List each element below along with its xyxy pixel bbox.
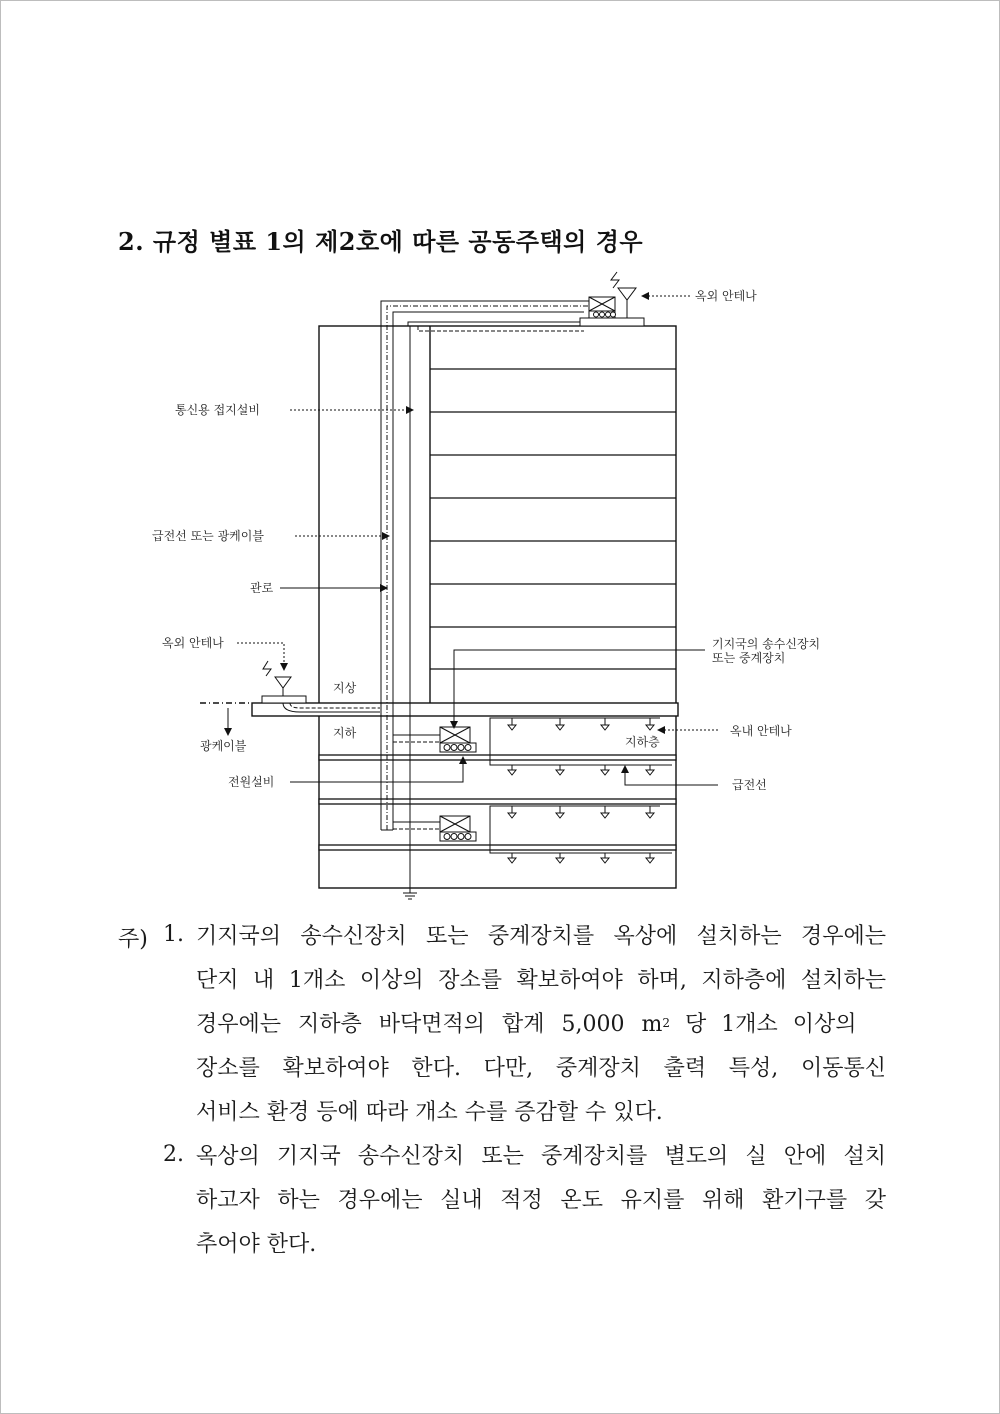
note-line: 옥상의 기지국 송수신장치 또는 중계장치를 별도의 실 안에 설치 (196, 1144, 886, 1169)
label-base-station-line1: 기지국의 송수신장치 (712, 637, 821, 651)
superscript: 2 (662, 1016, 670, 1030)
label-optical-cable: 광케이블 (200, 739, 247, 753)
rooftop-equipment (580, 272, 644, 326)
label-conduit: 관로 (250, 581, 274, 595)
note-line: 추어야 한다. (196, 1232, 317, 1257)
note-text: 경우에는 지하층 바닥면적의 합계 5,000 m (196, 1012, 663, 1037)
note-line: 장소를 확보하여야 한다. 다만, 중계장치 출력 특성, 이동통신 (196, 1056, 886, 1081)
note-line: 서비스 환경 등에 따라 개소 수를 증감할 수 있다. (196, 1100, 663, 1125)
note-text: 당 1개소 이상의 (669, 1012, 857, 1037)
label-indoor-antenna: 옥내 안테나 (730, 724, 792, 738)
label-basement-floor: 지하층 (625, 735, 660, 749)
label-feeder: 급전선 (732, 778, 767, 792)
basement-slabs (319, 755, 676, 850)
basement-equipment-2 (440, 816, 476, 841)
label-base-station-line2: 또는 중계장치 (712, 651, 786, 665)
notes-prefix: 주) (118, 927, 148, 952)
note-line: 하고자 하는 경우에는 실내 적정 온도 유지를 위해 환기구를 갖 (196, 1188, 886, 1213)
label-above-ground: 지상 (333, 681, 357, 695)
note-line: 기지국의 송수신장치 또는 중계장치를 옥상에 설치하는 경우에는 (196, 924, 886, 949)
label-below-ground: 지하 (333, 726, 357, 740)
section-heading: 2. 규정 별표 1의 제2호에 따른 공동주택의 경우 (118, 227, 644, 256)
label-grounding: 통신용 접지설비 (175, 403, 260, 417)
note-line-with-unit (196, 1003, 886, 1047)
ground-slab (200, 703, 678, 716)
label-outdoor-antenna-left: 옥외 안테나 (162, 636, 224, 650)
note-number: 2. (163, 1142, 184, 1167)
basement-equipment-1 (440, 727, 476, 752)
floor-lines (430, 369, 676, 669)
note-line: 단지 내 1개소 이상의 장소를 확보하여야 하며, 지하층에 설치하는 (196, 968, 886, 993)
label-outdoor-antenna-top: 옥외 안테나 (695, 289, 757, 303)
note-number: 1. (163, 922, 184, 947)
label-power-equipment: 전원설비 (228, 775, 275, 789)
label-feeder-or-optical: 급전선 또는 광케이블 (152, 529, 264, 543)
